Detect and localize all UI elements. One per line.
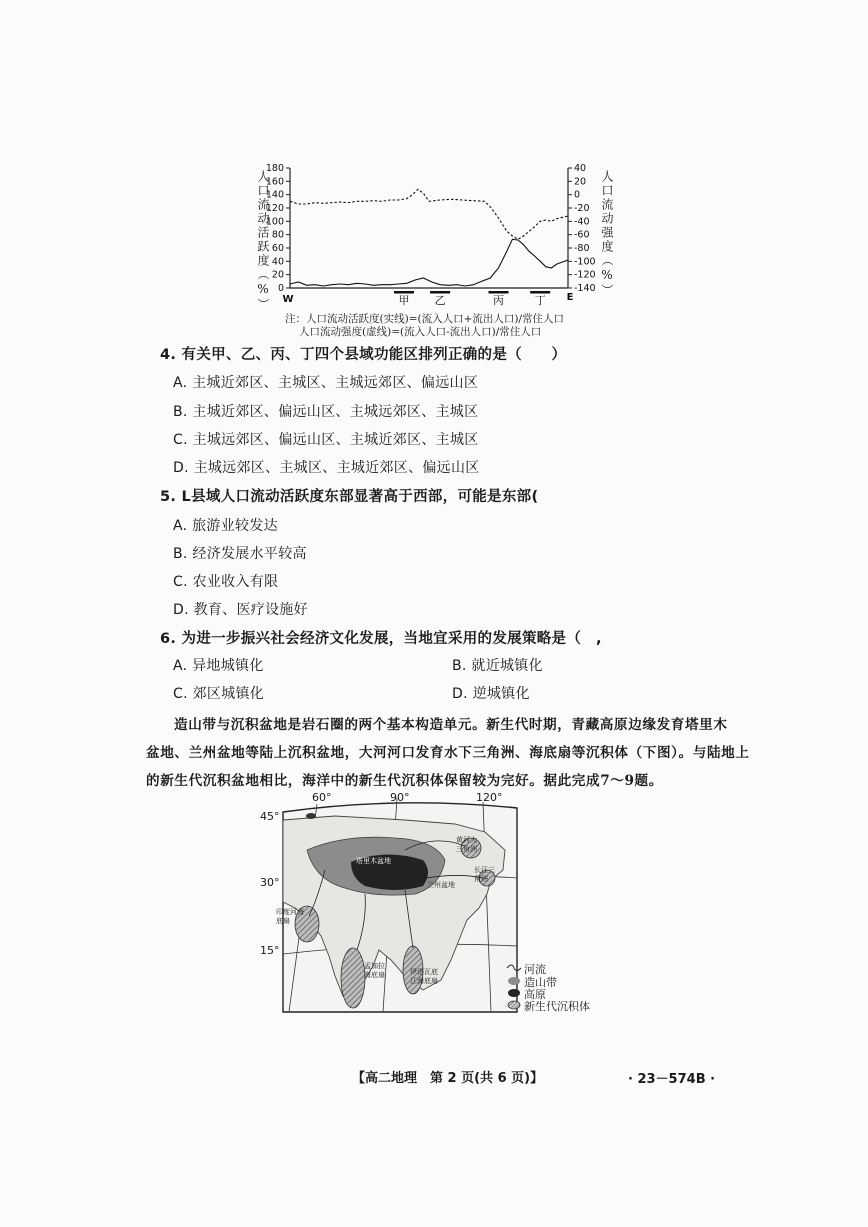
county-label-2: 乙 <box>434 294 446 307</box>
right-tick-label: -100 <box>574 256 596 268</box>
left-tick-label: 40 <box>271 256 284 268</box>
left-tick-label: 140 <box>265 189 284 201</box>
right-tick-label: -40 <box>574 216 590 228</box>
label-lanzhou: 兰州盆地 <box>427 881 455 889</box>
legend-plateau: 高原 <box>524 988 546 1001</box>
legend-orogen: 造山带 <box>524 976 557 989</box>
right-tick-label: -20 <box>574 203 590 214</box>
exam-code: · 23－574B · <box>628 1072 716 1087</box>
left-tick-label: 160 <box>265 176 284 188</box>
legend-orogen-icon <box>508 977 520 985</box>
bengal-fan <box>341 948 365 1008</box>
passage-line-1: 造山带与沉积盆地是岩石圈的两个基本构造单元。新生代时期，青藏高原边缘发育塔里木 <box>174 717 728 733</box>
right-axis-label: 人口流动强度（%） <box>600 170 614 298</box>
legend-plateau-icon <box>508 989 520 997</box>
x-label-east: E <box>566 292 574 303</box>
aral-lake <box>306 813 316 819</box>
left-tick-label: 120 <box>265 203 284 214</box>
question-5-option-b: B. 经济发展水平较高 <box>173 546 307 562</box>
label-tarim: 塔里木盆地 <box>356 857 391 865</box>
right-tick-label: -60 <box>574 229 590 241</box>
map-legend-symbols <box>506 962 522 1014</box>
map-lat-15: 15° <box>260 944 280 957</box>
question-5-stem: 5. L县域人口流动活跃度东部显著高于西部，可能是东部( <box>160 489 539 505</box>
legend-sediment: 新生代沉积体 <box>524 1000 590 1013</box>
map-lon-90: 90° <box>390 791 410 804</box>
left-axis-label: 人口流动活跃度（%） <box>256 170 270 312</box>
series-activity-solid <box>290 239 568 286</box>
question-5-option-c: C. 农业收入有限 <box>173 574 279 590</box>
x-label-west: W <box>282 294 294 305</box>
label-yangtze-delta: 长江三角洲 <box>474 866 495 883</box>
question-4-option-b: B. 主城近郊区、偏远山区、主城远郊区、主城区 <box>173 404 479 420</box>
question-5-option-a: A. 旅游业较发达 <box>173 518 278 534</box>
left-tick-label: 100 <box>265 216 284 228</box>
question-6-stem: 6. 为进一步振兴社会经济文化发展，当地宜采用的发展策略是（ , <box>160 631 602 647</box>
right-tick-label: -120 <box>574 269 596 281</box>
county-label-1: 甲 <box>398 294 410 307</box>
question-4-stem: 4. 有关甲、乙、丙、丁四个县域功能区排列正确的是（ ） <box>160 347 567 363</box>
label-irrawaddy-fan: 伊洛瓦底江海底扇 <box>410 968 438 985</box>
map-lat-30: 30° <box>260 876 280 889</box>
question-6-option-d: D. 逆城镇化 <box>452 686 530 702</box>
left-tick-label: 60 <box>271 243 284 254</box>
chart-note-2: 人口流动强度(虚线)=(流入人口-流出人口)/常住人口 <box>299 326 542 338</box>
chart-note-1: 注：人口流动活跃度(实线)=(流入人口+流出人口)/常住人口 <box>285 313 565 325</box>
question-6-option-a: A. 异地城镇化 <box>173 658 264 674</box>
map-lon-120: 120° <box>476 791 503 804</box>
question-4-option-a: A. 主城近郊区、主城区、主城远郊区、偏远山区 <box>173 375 479 391</box>
left-tick-label: 80 <box>271 229 284 241</box>
legend-river-icon <box>507 965 521 971</box>
passage-line-3: 的新生代沉积盆地相比，海洋中的新生代沉积体保留较为完好。据此完成7～9题。 <box>146 773 663 789</box>
left-tick-label: 0 <box>277 283 284 294</box>
page-footer: 【高二地理 第 2 页(共 6 页)】 <box>352 1071 544 1086</box>
passage-line-2: 盆地、兰州盆地等陆上沉积盆地，大河河口发育水下三角洲、海底扇等沉积体（下图）。与陆地上 <box>146 745 750 761</box>
series-intensity-dashed <box>290 189 568 239</box>
question-4-option-d: D. 主城远郊区、主城区、主城近郊区、偏远山区 <box>173 460 480 476</box>
right-tick-label: 0 <box>574 189 581 201</box>
label-bengal-fan: 孟加拉海底扇 <box>364 962 385 979</box>
label-yellow-delta: 黄河大三角洲 <box>456 836 477 853</box>
map-lon-60: 60° <box>312 791 332 804</box>
left-tick-label: 20 <box>271 269 284 281</box>
right-tick-label: 20 <box>574 176 587 188</box>
legend-sediment-icon <box>508 1001 520 1009</box>
county-label-4: 丁 <box>534 294 546 307</box>
question-4-option-c: C. 主城远郊区、偏远山区、主城近郊区、主城区 <box>173 432 479 448</box>
map-lat-45: 45° <box>260 810 280 823</box>
right-tick-label: 40 <box>574 163 587 174</box>
question-6-option-b: B. 就近城镇化 <box>452 658 543 674</box>
left-tick-label: 180 <box>265 163 284 174</box>
legend-river: 河流 <box>524 963 546 976</box>
question-6-option-c: C. 郊区城镇化 <box>173 686 265 702</box>
question-5-option-d: D. 教育、医疗设施好 <box>173 602 308 618</box>
label-indus-fan: 印度河海底扇 <box>276 908 304 925</box>
right-tick-label: -80 <box>574 243 590 254</box>
county-label-3: 丙 <box>493 294 504 307</box>
right-tick-label: -140 <box>574 283 596 294</box>
population-flow-chart <box>260 158 605 310</box>
